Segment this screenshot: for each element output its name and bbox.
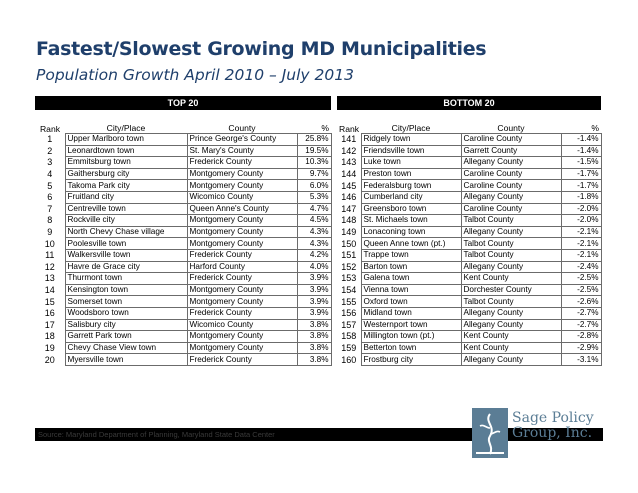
rank-cell: 143 xyxy=(341,157,357,168)
place-cell: Woodsboro town xyxy=(65,307,187,319)
county-cell: Talbot County xyxy=(461,249,561,261)
top-20-body xyxy=(35,134,331,366)
table-row xyxy=(35,191,331,203)
percent-cell: 9.7% xyxy=(297,168,331,180)
rank-cell: 147 xyxy=(341,203,357,214)
place-cell: Federalsburg town xyxy=(361,180,461,192)
county-header: County xyxy=(497,123,525,133)
county-cell: Frederick County xyxy=(187,273,297,285)
rank-cell: 153 xyxy=(341,273,357,284)
rank-cell: 144 xyxy=(341,169,357,180)
table-row xyxy=(35,145,331,157)
place-cell: Frostburg city xyxy=(361,354,461,366)
place-cell: Vienna town xyxy=(361,284,461,296)
county-cell: Montgomery County xyxy=(187,215,297,227)
place-cell: Friendsville town xyxy=(361,145,461,157)
logo-wordmark xyxy=(512,411,594,441)
percent-cell: -2.7% xyxy=(561,307,601,319)
rank-cell: 148 xyxy=(341,215,357,226)
place-cell: Somerset town xyxy=(65,296,187,308)
county-cell: Garrett County xyxy=(461,145,561,157)
table-row xyxy=(35,354,331,366)
place-cell: Thurmont town xyxy=(65,273,187,285)
percent-cell: 25.8% xyxy=(297,134,331,146)
county-cell: Caroline County xyxy=(461,180,561,192)
county-cell: Allegany County xyxy=(461,307,561,319)
county-cell: Kent County xyxy=(461,273,561,285)
table-row xyxy=(35,296,331,308)
percent-cell: 3.9% xyxy=(297,307,331,319)
rank-cell: 1 xyxy=(47,134,53,145)
percent-cell: 19.5% xyxy=(297,145,331,157)
table-row xyxy=(337,180,601,192)
place-cell: Millington town (pt.) xyxy=(361,331,461,343)
percent-cell: -2.5% xyxy=(561,284,601,296)
county-cell: Allegany County xyxy=(461,261,561,273)
rank-cell: 4 xyxy=(47,169,53,180)
county-cell: Allegany County xyxy=(461,191,561,203)
logo-line-2: Group, Inc. xyxy=(512,425,593,441)
table-row xyxy=(35,319,331,331)
table-row xyxy=(337,331,601,343)
percent-cell: -2.7% xyxy=(561,319,601,331)
percent-cell: 4.0% xyxy=(297,261,331,273)
percent-cell: -2.6% xyxy=(561,296,601,308)
rank-cell: 10 xyxy=(44,238,55,249)
percent-cell: 3.8% xyxy=(297,354,331,366)
percent-cell: -2.5% xyxy=(561,273,601,285)
table-row xyxy=(337,215,601,227)
percent-cell: -3.1% xyxy=(561,354,601,366)
rank-cell: 3 xyxy=(47,157,53,168)
place-cell: Emmitsburg town xyxy=(65,157,187,169)
table-row xyxy=(35,273,331,285)
rank-cell: 151 xyxy=(341,250,357,261)
county-cell: Frederick County xyxy=(187,354,297,366)
rank-cell: 12 xyxy=(44,261,55,272)
table-row xyxy=(337,157,601,169)
percent-cell: -1.5% xyxy=(561,157,601,169)
county-cell: Montgomery County xyxy=(187,238,297,250)
place-cell: Ridgely town xyxy=(361,134,461,146)
percent-cell: -2.1% xyxy=(561,226,601,238)
rank-cell: 156 xyxy=(341,308,357,319)
rank-cell: 18 xyxy=(44,331,55,342)
table-row xyxy=(35,226,331,238)
slide-subtitle: Population Growth April 2010 – July 2013 xyxy=(36,66,354,84)
place-cell: Galena town xyxy=(361,273,461,285)
county-cell: Allegany County xyxy=(461,226,561,238)
bottom-header-row xyxy=(337,110,601,134)
table-row xyxy=(35,134,331,146)
table-row xyxy=(35,180,331,192)
place-cell: Westernport town xyxy=(361,319,461,331)
top-20-band: TOP 20 xyxy=(35,96,331,110)
place-cell: Rockville city xyxy=(65,215,187,227)
rank-cell: 7 xyxy=(47,203,53,214)
rank-cell: 5 xyxy=(47,180,53,191)
place-cell: Fruitland city xyxy=(65,191,187,203)
top-20-grid xyxy=(35,110,332,366)
table-row xyxy=(337,191,601,203)
place-cell: Leonardtown town xyxy=(65,145,187,157)
county-cell: St. Mary's County xyxy=(187,145,297,157)
county-cell: Talbot County xyxy=(461,215,561,227)
rank-cell: 13 xyxy=(44,273,55,284)
county-cell: Montgomery County xyxy=(187,168,297,180)
table-row xyxy=(35,238,331,250)
place-header: City/Place xyxy=(391,123,431,133)
table-row xyxy=(35,331,331,343)
rank-cell: 16 xyxy=(44,308,55,319)
place-cell: Oxford town xyxy=(361,296,461,308)
source-note: Source: Maryland Department of Planning, Maryland State Data Center xyxy=(38,430,275,439)
percent-cell: -2.8% xyxy=(561,331,601,343)
percent-cell: 4.7% xyxy=(297,203,331,215)
bottom-20-table xyxy=(337,96,601,366)
percent-cell: -2.0% xyxy=(561,203,601,215)
logo-line-1: Sage Policy xyxy=(512,410,594,426)
place-cell: Betterton town xyxy=(361,342,461,354)
county-cell: Kent County xyxy=(461,331,561,343)
table-row xyxy=(337,203,601,215)
county-cell: Caroline County xyxy=(461,168,561,180)
percent-cell: 3.8% xyxy=(297,342,331,354)
slide-title: Fastest/Slowest Growing MD Municipalities xyxy=(36,38,487,60)
place-cell: Cumberland city xyxy=(361,191,461,203)
county-cell: Caroline County xyxy=(461,203,561,215)
table-row xyxy=(35,261,331,273)
percent-cell: 3.8% xyxy=(297,319,331,331)
place-cell: Havre de Grace city xyxy=(65,261,187,273)
county-cell: Montgomery County xyxy=(187,180,297,192)
place-cell: Greensboro town xyxy=(361,203,461,215)
rank-cell: 8 xyxy=(47,215,53,226)
table-row xyxy=(337,145,601,157)
table-row xyxy=(337,168,601,180)
table-row xyxy=(337,319,601,331)
table-row xyxy=(337,134,601,146)
rank-header: Rank xyxy=(339,123,360,134)
percent-cell: 3.9% xyxy=(297,273,331,285)
percent-cell: 3.9% xyxy=(297,296,331,308)
county-cell: Frederick County xyxy=(187,307,297,319)
county-cell: Talbot County xyxy=(461,238,561,250)
percent-cell: -2.1% xyxy=(561,238,601,250)
table-row xyxy=(337,342,601,354)
percent-cell: 4.3% xyxy=(297,226,331,238)
percent-cell: -2.4% xyxy=(561,261,601,273)
percent-cell: -1.4% xyxy=(561,145,601,157)
county-cell: Kent County xyxy=(461,342,561,354)
place-cell: Lonaconing town xyxy=(361,226,461,238)
table-row xyxy=(35,215,331,227)
county-cell: Frederick County xyxy=(187,157,297,169)
rank-cell: 149 xyxy=(341,227,357,238)
bottom-20-band: BOTTOM 20 xyxy=(337,96,601,110)
rank-cell: 159 xyxy=(341,342,357,353)
rank-cell: 9 xyxy=(47,227,53,238)
county-cell: Allegany County xyxy=(461,354,561,366)
table-row xyxy=(35,307,331,319)
place-cell: Kensington town xyxy=(65,284,187,296)
place-cell: Poolesville town xyxy=(65,238,187,250)
place-cell: Garrett Park town xyxy=(65,331,187,343)
percent-cell: -2.9% xyxy=(561,342,601,354)
table-row xyxy=(337,354,601,366)
place-cell: Luke town xyxy=(361,157,461,169)
county-cell: Queen Anne's County xyxy=(187,203,297,215)
county-cell: Allegany County xyxy=(461,157,561,169)
rank-cell: 142 xyxy=(341,145,357,156)
rank-cell: 11 xyxy=(45,250,55,261)
rank-cell: 154 xyxy=(341,285,357,296)
rank-cell: 20 xyxy=(44,354,55,365)
place-cell: Midland town xyxy=(361,307,461,319)
county-cell: Allegany County xyxy=(461,319,561,331)
percent-cell: 3.9% xyxy=(297,284,331,296)
place-cell: Gaithersburg city xyxy=(65,168,187,180)
table-row xyxy=(337,296,601,308)
place-cell: Myersville town xyxy=(65,354,187,366)
top-20-table xyxy=(35,96,331,366)
rank-cell: 14 xyxy=(44,285,55,296)
place-cell: Trappe town xyxy=(361,249,461,261)
percent-cell: 10.3% xyxy=(297,157,331,169)
rank-cell: 6 xyxy=(47,192,53,203)
county-cell: Prince George's County xyxy=(187,134,297,146)
county-cell: Wicomico County xyxy=(187,319,297,331)
rank-cell: 19 xyxy=(44,342,55,353)
county-cell: Talbot County xyxy=(461,296,561,308)
place-cell: Barton town xyxy=(361,261,461,273)
table-row xyxy=(337,284,601,296)
county-cell: Harford County xyxy=(187,261,297,273)
percent-header: % xyxy=(591,123,599,133)
place-header: City/Place xyxy=(106,123,146,133)
rank-cell: 15 xyxy=(44,296,55,307)
table-row xyxy=(337,261,601,273)
place-cell: North Chevy Chase village xyxy=(65,226,187,238)
percent-cell: -1.8% xyxy=(561,191,601,203)
rank-cell: 160 xyxy=(341,354,357,365)
percent-cell: 4.3% xyxy=(297,238,331,250)
rank-cell: 150 xyxy=(341,238,357,249)
county-cell: Montgomery County xyxy=(187,331,297,343)
rank-cell: 145 xyxy=(341,180,357,191)
rank-cell: 146 xyxy=(341,192,357,203)
percent-cell: 5.3% xyxy=(297,191,331,203)
county-cell: Dorchester County xyxy=(461,284,561,296)
place-cell: Takoma Park city xyxy=(65,180,187,192)
rank-cell: 2 xyxy=(47,145,53,156)
table-row xyxy=(35,284,331,296)
rank-cell: 158 xyxy=(341,331,357,342)
percent-cell: 4.5% xyxy=(297,215,331,227)
rank-cell: 17 xyxy=(44,319,55,330)
place-cell: Walkersville town xyxy=(65,249,187,261)
place-cell: Preston town xyxy=(361,168,461,180)
county-cell: Montgomery County xyxy=(187,296,297,308)
table-row xyxy=(35,203,331,215)
percent-cell: 4.2% xyxy=(297,249,331,261)
table-row xyxy=(35,342,331,354)
bottom-20-body xyxy=(337,134,601,366)
table-row xyxy=(337,249,601,261)
county-cell: Montgomery County xyxy=(187,226,297,238)
rank-header: Rank xyxy=(39,123,61,134)
percent-cell: -1.7% xyxy=(561,168,601,180)
county-cell: Montgomery County xyxy=(187,284,297,296)
table-row xyxy=(337,226,601,238)
rank-cell: 157 xyxy=(341,319,357,330)
place-cell: Salisbury city xyxy=(65,319,187,331)
table-row xyxy=(35,168,331,180)
percent-cell: 6.0% xyxy=(297,180,331,192)
percent-cell: 3.8% xyxy=(297,331,331,343)
top-header-row xyxy=(35,110,331,134)
place-cell: Centreville town xyxy=(65,203,187,215)
rank-cell: 155 xyxy=(341,296,357,307)
county-cell: Caroline County xyxy=(461,134,561,146)
rank-cell: 152 xyxy=(341,261,357,272)
county-cell: Montgomery County xyxy=(187,342,297,354)
percent-cell: -1.7% xyxy=(561,180,601,192)
county-header: County xyxy=(228,123,256,133)
table-row xyxy=(337,273,601,285)
table-row xyxy=(35,157,331,169)
place-cell: Chevy Chase View town xyxy=(65,342,187,354)
percent-header: % xyxy=(321,123,329,133)
county-cell: Wicomico County xyxy=(187,191,297,203)
table-row xyxy=(337,238,601,250)
county-cell: Frederick County xyxy=(187,249,297,261)
place-cell: Upper Marlboro town xyxy=(65,134,187,146)
rank-cell: 141 xyxy=(341,134,357,145)
percent-cell: -1.4% xyxy=(561,134,601,146)
percent-cell: -2.1% xyxy=(561,249,601,261)
table-row xyxy=(337,307,601,319)
bottom-20-grid xyxy=(337,110,602,366)
place-cell: Queen Anne town (pt.) xyxy=(361,238,461,250)
place-cell: St. Michaels town xyxy=(361,215,461,227)
table-row xyxy=(35,249,331,261)
percent-cell: -2.0% xyxy=(561,215,601,227)
